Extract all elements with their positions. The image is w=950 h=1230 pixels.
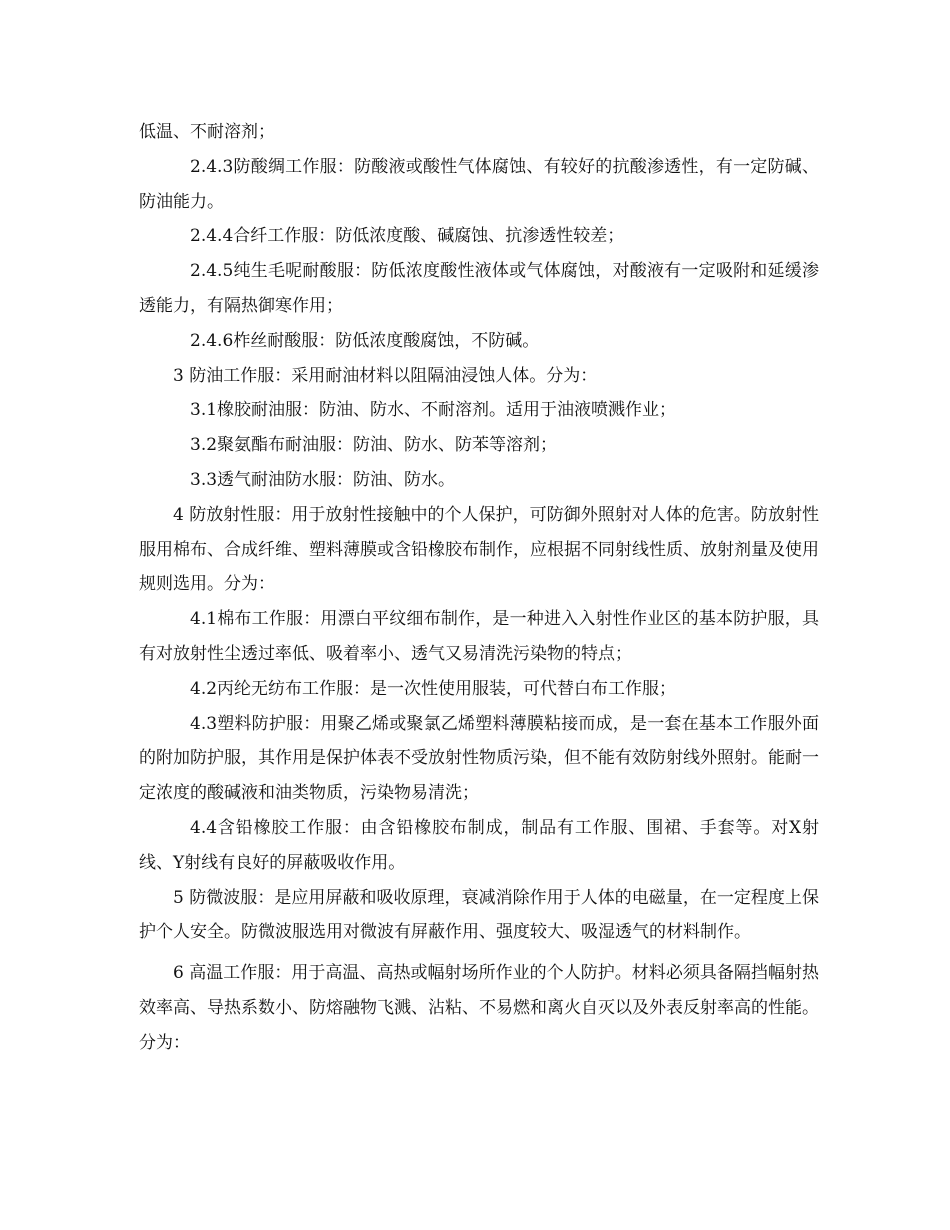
document-body (139, 115, 819, 1061)
paragraph-3-3: 3.3透气耐油防水服：防油、防水。 (190, 469, 456, 490)
paragraph-4-2: 4.2丙纶无纺布工作服：是一次性使用服装，可代替白布工作服； (190, 678, 677, 699)
paragraph-2-4-3: 2.4.3防酸绸工作服：防酸液或酸性气体腐蚀、有较好的抗酸渗透性，有一定防碱、防油能力。 (139, 156, 819, 212)
paragraph-4-1: 4.1棉布工作服：用漂白平纹细布制作，是一种进入入射性作业区的基本防护服，具有对放射性尘透过率低、吸着率小、透气又易清洗污染物的特点； (139, 609, 819, 664)
paragraph-continuation: 低温、不耐溶剂； (139, 122, 275, 142)
paragraph-4-4: 4.4含铅橡胶工作服：由含铅橡胶布制成，制品有工作服、围裙、手套等。对X射线、Y射线有良好的屏蔽吸收作用。 (139, 817, 819, 873)
paragraph-3: 3 防油工作服：采用耐油材料以阻隔油浸蚀人体。分为： (173, 365, 598, 386)
paragraph-2-4-5: 2.4.5纯生毛呢耐酸服：防低浓度酸性液体或气体腐蚀，对酸液有一定吸附和延缓渗透能力，有隔热御寒作用； (139, 261, 819, 316)
paragraph-5: 5 防微波服：是应用屏蔽和吸收原理，衰减消除作用于人体的电磁量，在一定程度上保护个人安全。防微波服选用对微波有屏蔽作用、强度较大、吸湿透气的材料制作。 (139, 887, 819, 943)
paragraph-2-4-4: 2.4.4合纤工作服：防低浓度酸、碱腐蚀、抗渗透性较差； (190, 226, 625, 247)
paragraph-4-3: 4.3塑料防护服：用聚乙烯或聚氯乙烯塑料薄膜粘接而成，是一套在基本工作服外面的附加防护服，其作用是保护体表不受放射性物质污染，但不能有效防射线外照射。能耐一定浓度的酸碱液和油类物质，污染物易清洗； (139, 713, 819, 804)
paragraph-3-1: 3.1橡胶耐油服：防油、防水、不耐溶剂。适用于油液喷溅作业； (190, 400, 677, 421)
paragraph-4: 4 防放射性服：用于放射性接触中的个人保护，可防御外照射对人体的危害。防放射性服用棉布、合成纤维、塑料薄膜或含铅橡胶布制作，应根据不同射线性质、放射剂量及使用规则选用。分为： (139, 504, 819, 595)
paragraph-2-4-6: 2.4.6柞丝耐酸服：防低浓度酸腐蚀，不防碱。 (190, 330, 540, 351)
paragraph-6: 6 高温工作服：用于高温、高热或幅射场所作业的个人防护。材料必须具备隔挡幅射热效率高、导热系数小、防熔融物飞溅、沾粘、不易燃和离火自灭以及外表反射率高的性能。分为： (139, 963, 819, 1053)
paragraph-3-2: 3.2聚氨酯布耐油服：防油、防水、防苯等溶剂； (190, 435, 558, 456)
